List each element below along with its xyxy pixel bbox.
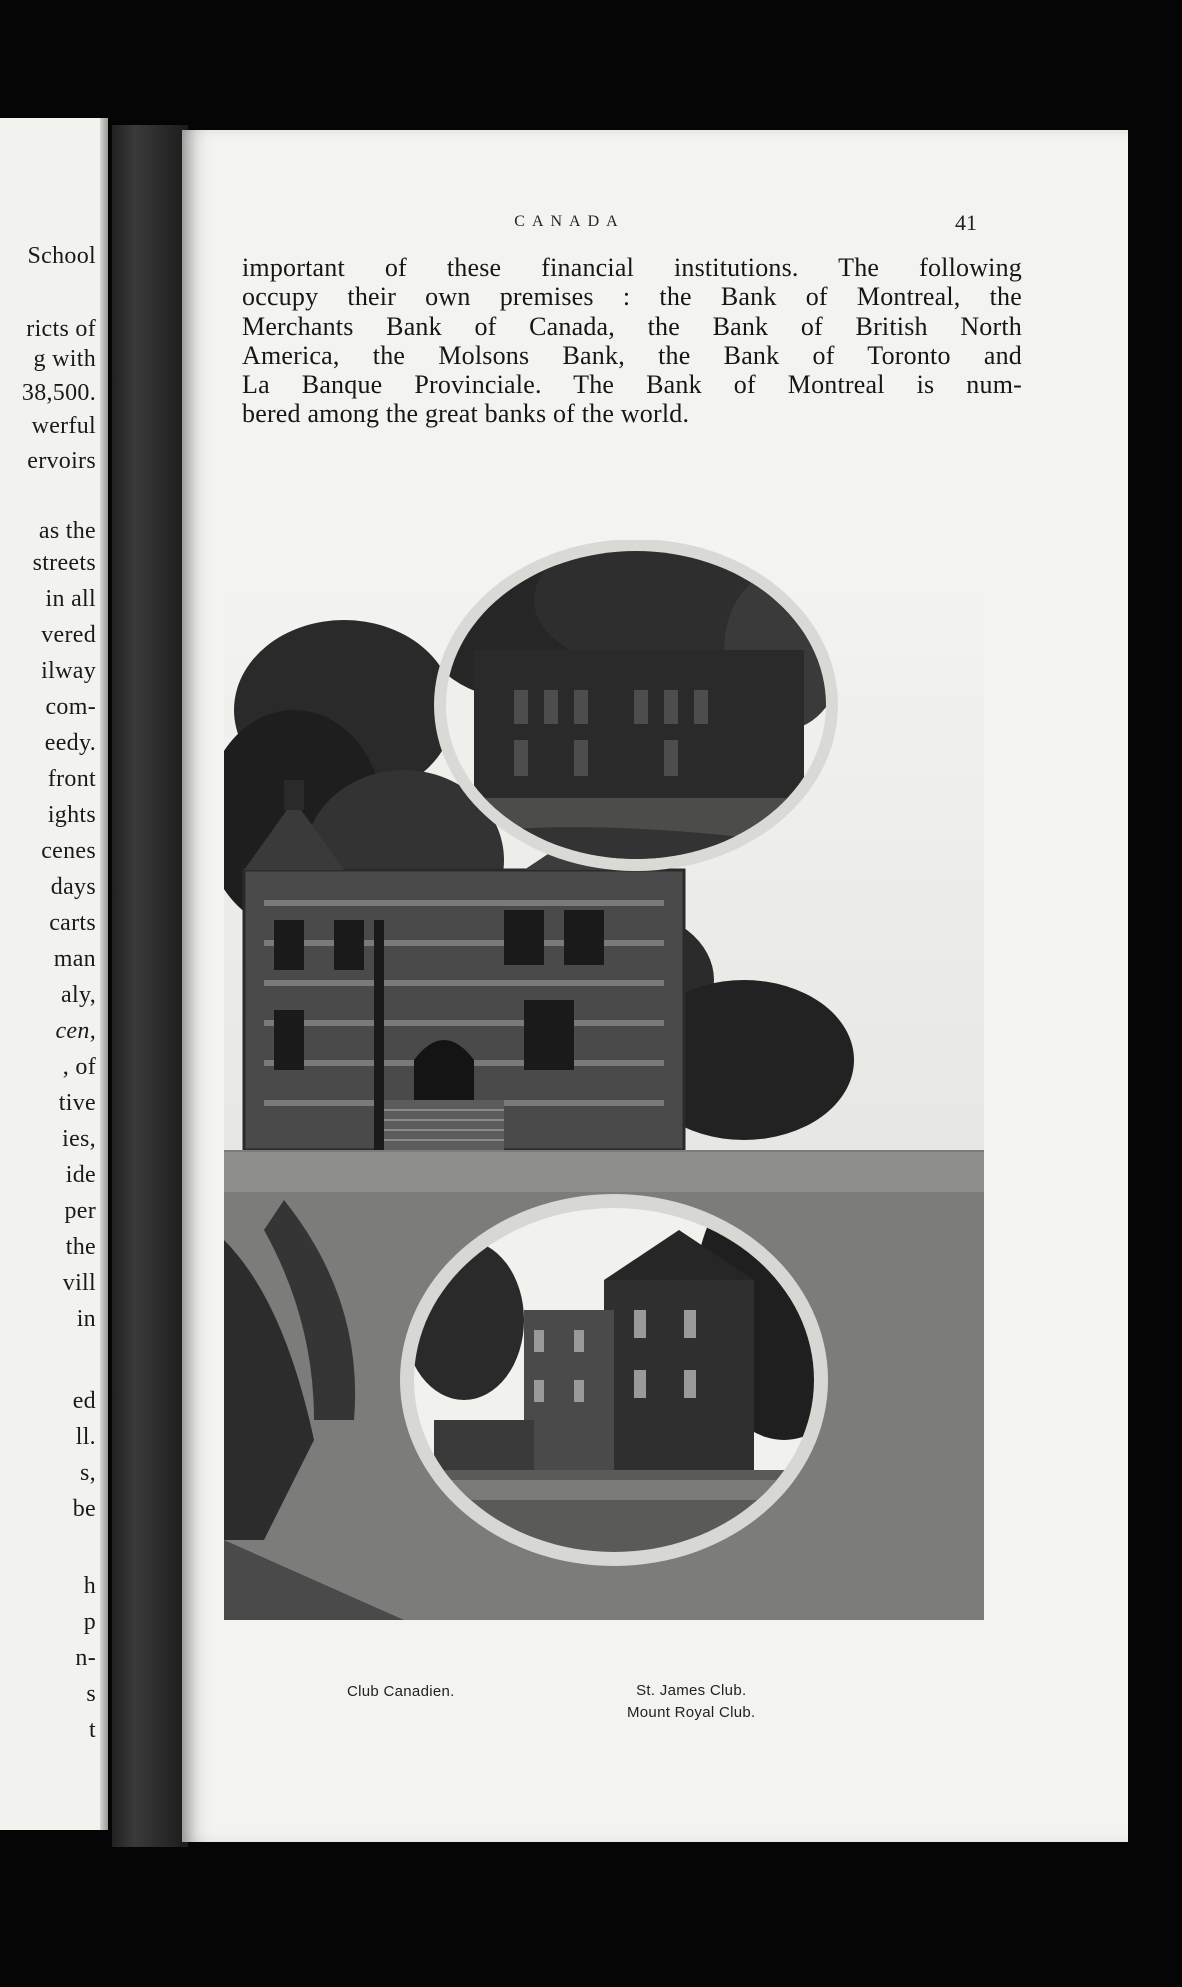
left-line: carts <box>49 910 96 936</box>
left-line: ide <box>65 1162 96 1188</box>
page-number: 41 <box>955 210 977 235</box>
left-line: in <box>76 1306 96 1332</box>
left-line: in all <box>45 586 96 612</box>
paragraph-line: occupy their own premises : the Bank of Montreal, the <box>242 282 1022 312</box>
paragraph-line: La Banque Provinciale. The Bank of Montreal is num- <box>242 370 1022 400</box>
paragraph <box>242 253 1022 429</box>
left-line: s, <box>80 1460 96 1486</box>
caption-st-james-club: St. James Club. <box>636 1682 747 1699</box>
left-line: ricts of <box>26 316 96 342</box>
left-line: p <box>83 1609 96 1635</box>
left-line: s <box>86 1681 96 1707</box>
plate-illustration <box>224 540 984 1620</box>
left-line: cen, <box>55 1018 96 1044</box>
left-line: 38,500. <box>21 380 96 406</box>
left-line: ed <box>72 1388 96 1414</box>
left-line: per <box>64 1198 96 1224</box>
left-line: aly, <box>61 982 96 1008</box>
paragraph-line: bered among the great banks of the world. <box>242 399 690 429</box>
caption-club-canadien: Club Canadien. <box>347 1683 455 1700</box>
left-line: vered <box>41 622 96 648</box>
book-binding <box>112 125 188 1847</box>
paragraph-line: Merchants Bank of Canada, the Bank of British North <box>242 311 1022 341</box>
left-line: tive <box>58 1090 96 1116</box>
left-line: com- <box>45 694 96 720</box>
left-line: streets <box>32 550 96 576</box>
left-line: ervoirs <box>27 448 96 474</box>
left-line: the <box>65 1234 96 1260</box>
left-line: ies, <box>62 1126 96 1152</box>
left-line: as the <box>38 518 96 544</box>
paragraph-line: America, the Molsons Bank, the Bank of Toronto and <box>242 340 1022 370</box>
left-line: g with <box>33 346 96 372</box>
left-line: School <box>27 243 96 269</box>
left-facing-page <box>0 118 108 1830</box>
left-line: be <box>72 1496 96 1522</box>
left-line: , of <box>62 1054 96 1080</box>
left-line: werful <box>31 413 96 439</box>
running-head: CANADA <box>514 213 625 230</box>
caption-right <box>627 1680 756 1724</box>
left-line: vill <box>62 1270 96 1296</box>
photo-plate <box>224 540 984 1620</box>
caption-mount-royal-club: Mount Royal Club. <box>627 1704 756 1721</box>
left-line: ights <box>47 802 96 828</box>
left-line: h <box>83 1573 96 1599</box>
left-line: ilway <box>41 658 96 684</box>
left-line: eedy. <box>44 730 96 756</box>
paragraph-line: important of these financial institutions. The following <box>242 253 1022 282</box>
left-line: man <box>53 946 96 972</box>
left-line: cenes <box>41 838 96 864</box>
left-line: t <box>89 1717 96 1743</box>
left-line: days <box>50 874 96 900</box>
book-page <box>182 130 1128 1842</box>
left-line: front <box>47 766 96 792</box>
gutter-shadow <box>100 118 108 1830</box>
left-line: n- <box>75 1645 96 1671</box>
left-line: ll. <box>75 1424 96 1450</box>
